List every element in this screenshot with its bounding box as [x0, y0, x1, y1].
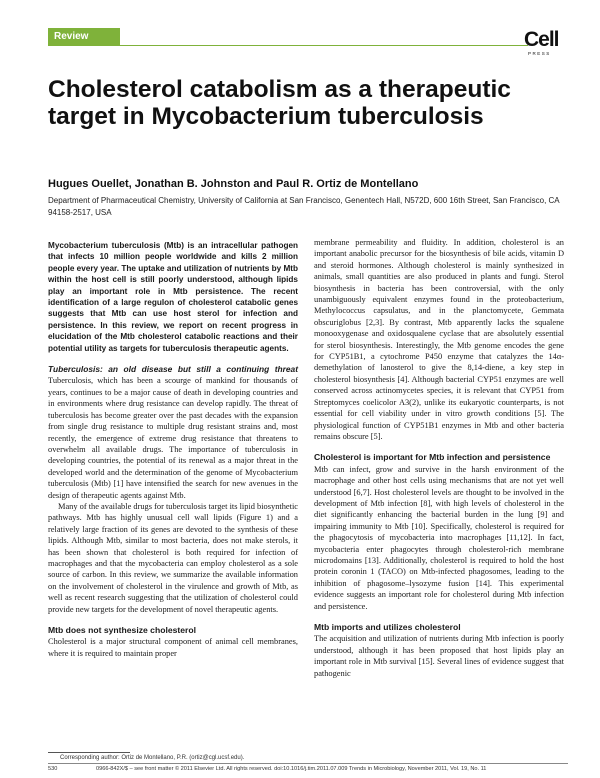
section-heading: Cholesterol is important for Mtb infection and persistence — [314, 452, 551, 463]
header-rule — [48, 45, 528, 46]
article-title: Cholesterol catabolism as a therapeutic target in Mycobacterium tuberculosis — [48, 76, 511, 130]
article-type-tag: Review — [48, 28, 120, 45]
right-column — [314, 237, 564, 679]
paragraph: membrane permeability and fluidity. In addition, cholesterol is an important anabolic precursor for the biosynthesis of bile acids, vitamin D and steroid hormones. Although cholesterol is mainly synthesized in animals, small quantities are also produced in plants and fungi. Sterol biosynthesis in bacteria has been controversial, with the only unambiguously equivalent enzymes found in the proteobacterium, Methylococcus capsulatus, and in the planctomycete, Gemmata obscuriglobus [2,3]. By contrast, Mtb apparently lacks the squalene monooxygenase and oxidosqualene cyclase that are absolutely essential for sterol biosynthesis. Interestingly, the Mtb genome encodes the gene for CYP51B1, a cytochrome P450 enzyme that catalyzes the 14α-demethylation of lanosterol to give the 8,14-diene, a key step in cholesterol biosynthesis [4]. Although bacterial CYP51 enzymes are well conserved across actinomycetes species, it is relevant that CYP51 from Streptomyces coelicolor A3(2), unlike its eukaryotic counterparts, is not essential for cell viability under in vitro growth conditions [5]. The physiological function of CYP51B1 enzymes in Mtb and other bacteria remains obscure [5]. — [314, 238, 564, 441]
affiliation: Department of Pharmaceutical Chemistry, University of California at San Francisco, Genentech Hall, N572D, 600 16th Street, San Francisco, CA 94158-2517, USA — [48, 196, 560, 217]
paragraph — [48, 364, 298, 501]
paragraph-text: Tuberculosis, which has been a scourge of mankind for thousands of years, continues to be a major cause of death in developing countries and in environments where drug resistance can develop rapidly. The threat of tuberculosis has become greater over the past decades with the expansion from single drug resistance to multiple drug resistant strains and, most recently, the emergence of extreme drug resistance that threatens to overwhelm all available drugs. The importance of tuberculosis in developing countries, the potential of its renewal as a major threat in the developed world and the determination of the genome of Mycobacterium tuberculosis (Mtb) [1] have intensified the search for new avenues in the design of therapeutic agents against Mtb. — [48, 376, 298, 500]
footer-rule — [48, 763, 568, 764]
run-in-heading: Tuberculosis: an old disease but still a continuing threat — [48, 364, 298, 375]
left-column — [48, 240, 298, 659]
page-number: 530 — [48, 766, 58, 772]
cell-press-logo-sub: PRESS — [528, 51, 551, 56]
footnote-rule — [48, 752, 130, 753]
journal-footer: 0966-842X/$ – see front matter © 2011 Elsevier Ltd. All rights reserved. doi:10.1016/j.tim.2011.07.009 Trends in Microbiology, November 2011, Vol. 19, No. 11 — [96, 766, 487, 772]
section-heading: Mtb does not synthesize cholesterol — [48, 625, 197, 635]
paragraph: Cholesterol is a major structural component of animal cell membranes, where it is required to maintain proper — [48, 637, 298, 658]
cell-press-logo: Cell — [524, 28, 559, 51]
paragraph: The acquisition and utilization of nutrients during Mtb infection is poorly understood, although it has been proposed that host lipids play an important role in Mtb survival [15]. Several lines of evidence suggest that pathogenic — [314, 634, 564, 678]
author-list: Hugues Ouellet, Jonathan B. Johnston and Paul R. Ortiz de Montellano — [48, 178, 419, 190]
paragraph: Many of the available drugs for tuberculosis target its lipid biosynthetic pathways. Mtb has highly unusual cell wall lipids (Figure 1) and a relatively large fraction of its genes are devoted to the synthesis of these lipids. Although Mtb, similar to most bacteria, does not make sterols, it has been shown that cholesterol is both required for infection of macrophages and that the mycobacteria can employ cholesterol as a sole source of carbon. In this review, we summarize the available information on the involvement of cholesterol in the virulence and growth of Mtb, as well as recent research suggesting that the utilization of cholesterol could provide new targets for the development of novel therapeutic agents. — [48, 501, 298, 614]
paragraph: Mtb can infect, grow and survive in the harsh environment of the macrophage and other host cells using mechanisms that are not yet well understood [6,7]. Host cholesterol levels are thought to be involved in the development of Mtb infection [8], with high levels of cholesterol in the diet significantly enhancing the bacterial burden in the lung [9] and impairing immunity to Mtb [10]. Specifically, cholesterol is required for the phagocytosis of mycobacteria into macrophages [11,12]. In fact, mycobacteria enter phagocytes through cholesterol-rich membrane microdomains [13]. Additionally, cholesterol is required to hold the host protein coronin 1 (TACO) on Mtb-infected phagosomes, leading to the inhibition of phagosome–lysozyme fusion [14]. This experimental evidence suggests an important role for cholesterol during Mtb infection and persistence. — [314, 464, 564, 611]
section-heading: Mtb imports and utilizes cholesterol — [314, 622, 461, 632]
corresponding-author-note: Corresponding author: Ortiz de Montellano, P.R. (ortiz@cgl.ucsf.edu). — [60, 755, 245, 761]
abstract: Mycobacterium tuberculosis (Mtb) is an intracellular pathogen that infects 10 million people worldwide and kills 2 million people every year. The uptake and utilization of nutrients by Mtb within the host cell is still poorly understood, although lipids play an important role in Mtb persistence. The recent identification of a large regulon of cholesterol catabolic genes suggests that Mtb can use host sterol for infection and persistence. In this review, we report on recent progress in elucidation of the Mtb cholesterol catabolic reactions and their potential utility as targets for tuberculosis therapeutic agents. — [48, 241, 298, 353]
